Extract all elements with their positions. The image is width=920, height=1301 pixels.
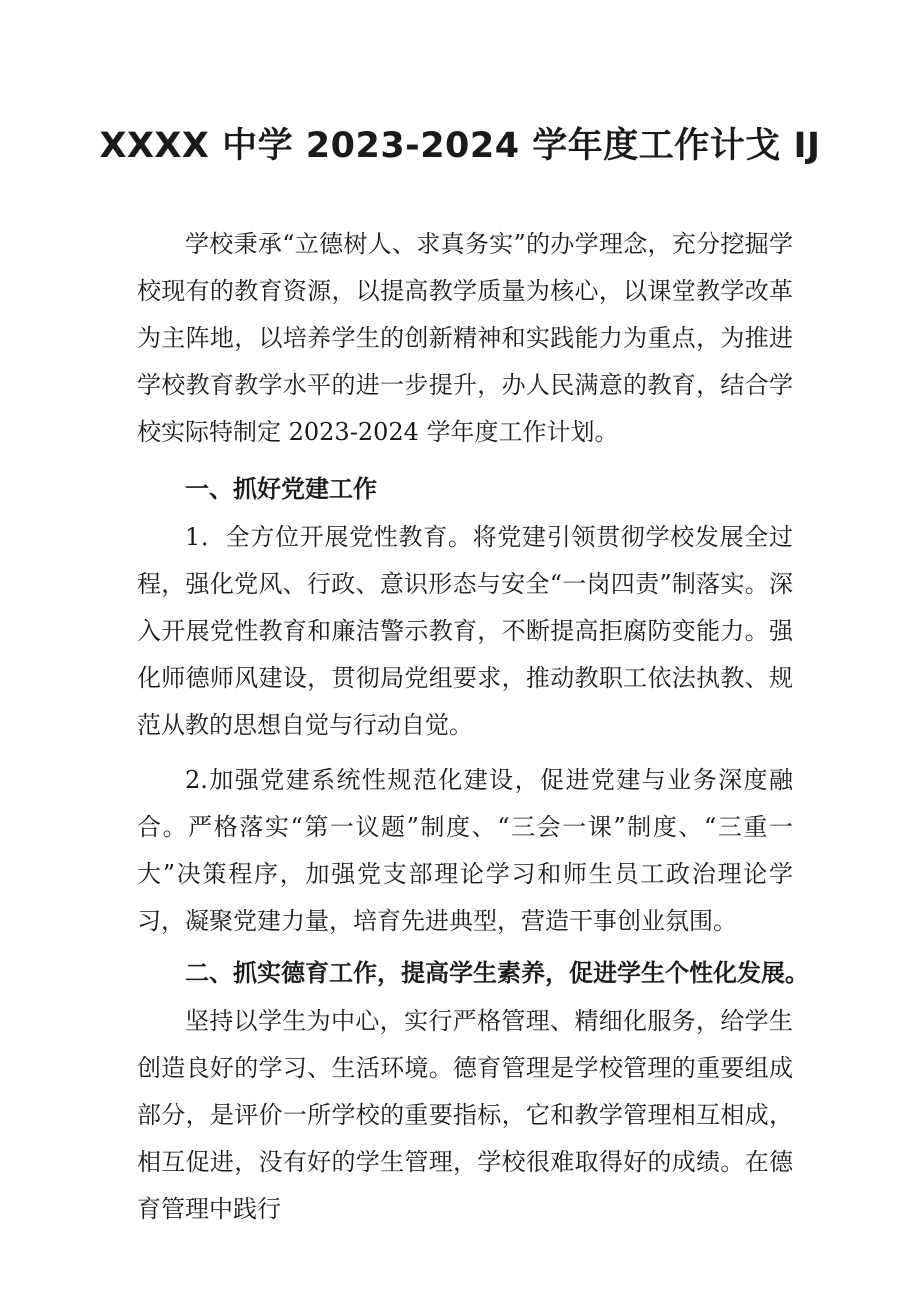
section-heading-moral-education: 二、抓实德育工作，提高学生素养，促进学生个性化发展。 xyxy=(185,959,809,987)
document-title: XXXX 中学 2023-2024 学年度工作计戈 IJ xyxy=(99,126,821,166)
section-heading-party-building: 一、抓好党建工作 xyxy=(185,475,377,503)
paragraph-student-centered: 坚持以学生为中心，实行严格管理、精细化服务，给学生创造良好的学习、生活环境。德育管理是学校管理的重要组成部分，是评价一所学校的重要指标，它和教学管理相互相成，相互促进，没有好的学生管理，学校很难取得好的成绩。在德育管理中践行 xyxy=(137,1007,793,1223)
paragraph-party-standardization: 2.加强党建系统性规范化建设，促进党建与业务深度融合。严格落实“第一议题”制度、“三会一课”制度、“三重一大”决策程序，加强党支部理论学习和师生员工政治理论学习，凝聚党建力量，培育先进典型，营造干事创业氛围。 xyxy=(137,766,793,935)
intro-paragraph: 学校秉承“立德树人、求真务实”的办学理念，充分挖掘学校现有的教育资源，以提高教学质量为核心，以课堂教学改革为主阵地，以培养学生的创新精神和实践能力为重点，为推进学校教育教学水平的进一步提升，办人民满意的教育，结合学校实际特制定 2023-2024 学年度工作计划。 xyxy=(137,230,793,446)
paragraph-party-education: 1．全方位开展党性教育。将党建引领贯彻学校发展全过程，强化党风、行政、意识形态与安全“一岗四责”制落实。深入开展党性教育和廉洁警示教育，不断提高拒腐防变能力。强化师德师风建设，贯彻局党组要求，推动教职工依法执教、规范从教的思想自觉与行动自觉。 xyxy=(137,523,793,739)
